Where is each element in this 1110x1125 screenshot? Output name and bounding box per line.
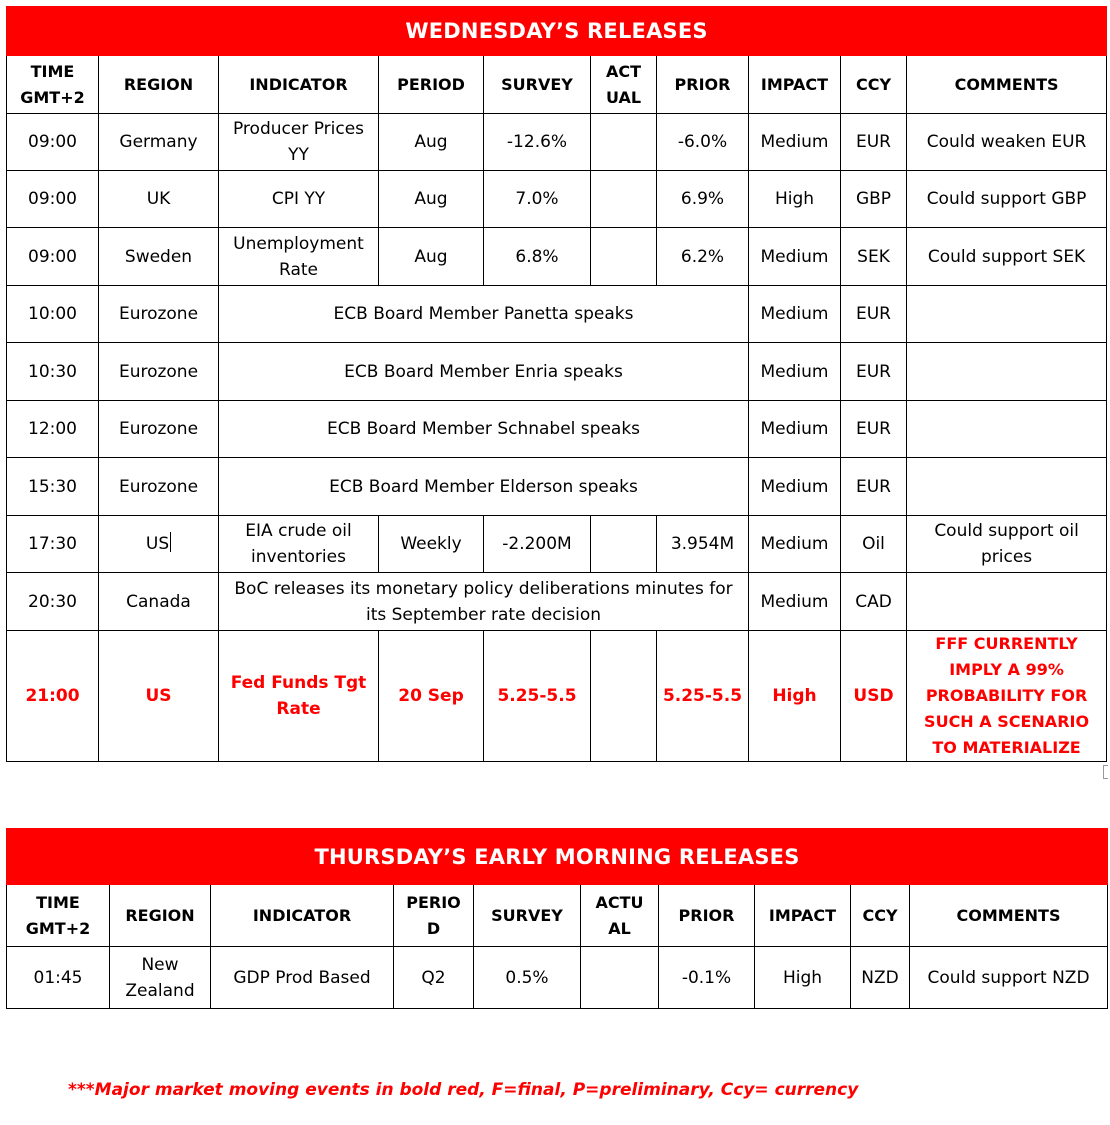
col-header-comments: COMMENTS [910, 885, 1108, 947]
prior-cell: -0.1% [659, 947, 755, 1009]
period-cell: Aug [379, 228, 484, 286]
wednesday-releases-table [6, 6, 1107, 762]
comments-cell: FFF CURRENTLY IMPLY A 99% PROBABILITY FOR SUCH A SCENARIO TO MATERIALIZE [907, 631, 1107, 762]
region-text: US [145, 534, 170, 554]
ccy-cell: EUR [841, 401, 907, 458]
ccy-cell: EUR [841, 458, 907, 516]
event-cell: ECB Board Member Schnabel speaks [219, 401, 749, 458]
impact-cell: Medium [749, 114, 841, 171]
region-cell: Eurozone [99, 343, 219, 401]
time-cell: 17:30 [7, 516, 99, 573]
survey-cell: -2.200M [484, 516, 591, 573]
thursday-releases-table [6, 828, 1108, 1009]
time-cell: 10:30 [7, 343, 99, 401]
impact-cell: High [749, 631, 841, 762]
indicator-cell: EIA crude oil inventories [219, 516, 379, 573]
impact-cell: Medium [749, 573, 841, 631]
comments-cell [907, 401, 1107, 458]
period-cell: 20 Sep [379, 631, 484, 762]
wednesday-title: WEDNESDAY’S RELEASES [7, 7, 1107, 56]
ccy-cell: Oil [841, 516, 907, 573]
period-cell: Aug [379, 114, 484, 171]
time-cell: 01:45 [7, 947, 110, 1009]
ccy-cell: USD [841, 631, 907, 762]
col-header-time: TIME GMT+2 [7, 56, 99, 114]
time-cell: 09:00 [7, 171, 99, 228]
header-row [7, 885, 1108, 947]
col-header-impact: IMPACT [755, 885, 851, 947]
col-header-prior: PRIOR [657, 56, 749, 114]
actual-cell [591, 114, 657, 171]
ccy-cell: EUR [841, 286, 907, 343]
ccy-cell: GBP [841, 171, 907, 228]
survey-cell: -12.6% [484, 114, 591, 171]
impact-cell: Medium [749, 401, 841, 458]
impact-cell: Medium [749, 343, 841, 401]
region-cell: Germany [99, 114, 219, 171]
actual-cell [591, 631, 657, 762]
actual-cell [591, 516, 657, 573]
col-header-comments: COMMENTS [907, 56, 1107, 114]
region-cell: Eurozone [99, 458, 219, 516]
region-cell: Eurozone [99, 401, 219, 458]
table-row [7, 343, 1107, 401]
page-edge-marker [1103, 765, 1108, 779]
prior-cell: -6.0% [657, 114, 749, 171]
prior-cell: 5.25-5.5 [657, 631, 749, 762]
time-cell: 12:00 [7, 401, 99, 458]
col-header-prior: PRIOR [659, 885, 755, 947]
time-cell: 10:00 [7, 286, 99, 343]
col-header-impact: IMPACT [749, 56, 841, 114]
time-cell: 21:00 [7, 631, 99, 762]
col-header-region: REGION [99, 56, 219, 114]
table-row [7, 171, 1107, 228]
ccy-cell: SEK [841, 228, 907, 286]
table-row [7, 458, 1107, 516]
impact-cell: Medium [749, 228, 841, 286]
comments-cell [907, 573, 1107, 631]
indicator-cell: Unemployment Rate [219, 228, 379, 286]
thursday-releases-section [6, 828, 1108, 1009]
comments-cell: Could weaken EUR [907, 114, 1107, 171]
comments-cell [907, 343, 1107, 401]
survey-cell: 7.0% [484, 171, 591, 228]
indicator-cell: CPI YY [219, 171, 379, 228]
prior-cell: 3.954M [657, 516, 749, 573]
text-cursor [170, 532, 171, 552]
region-cell: New Zealand [110, 947, 211, 1009]
region-cell: Eurozone [99, 286, 219, 343]
col-header-period: PERIOD [379, 56, 484, 114]
survey-cell: 6.8% [484, 228, 591, 286]
actual-cell [591, 171, 657, 228]
prior-cell: 6.2% [657, 228, 749, 286]
impact-cell: Medium [749, 286, 841, 343]
impact-cell: Medium [749, 458, 841, 516]
time-cell: 09:00 [7, 114, 99, 171]
table-row [7, 947, 1108, 1009]
region-cell[interactable] [99, 516, 219, 573]
period-cell: Weekly [379, 516, 484, 573]
ccy-cell: NZD [851, 947, 910, 1009]
header-row [7, 56, 1107, 114]
indicator-cell: Fed Funds Tgt Rate [219, 631, 379, 762]
table-row [7, 286, 1107, 343]
comments-cell: Could support GBP [907, 171, 1107, 228]
table-row-highlight [7, 631, 1107, 762]
ccy-cell: EUR [841, 114, 907, 171]
ccy-cell: EUR [841, 343, 907, 401]
comments-cell [907, 458, 1107, 516]
col-header-ccy: CCY [841, 56, 907, 114]
table-row [7, 114, 1107, 171]
event-cell: ECB Board Member Panetta speaks [219, 286, 749, 343]
event-cell: ECB Board Member Enria speaks [219, 343, 749, 401]
time-cell: 09:00 [7, 228, 99, 286]
indicator-cell: GDP Prod Based [211, 947, 394, 1009]
region-cell: Sweden [99, 228, 219, 286]
impact-cell: High [755, 947, 851, 1009]
col-header-indicator: INDICATOR [219, 56, 379, 114]
impact-cell: Medium [749, 516, 841, 573]
table-row [7, 516, 1107, 573]
region-cell: US [99, 631, 219, 762]
time-cell: 20:30 [7, 573, 99, 631]
col-header-ccy: CCY [851, 885, 910, 947]
col-header-region: REGION [110, 885, 211, 947]
actual-cell [581, 947, 659, 1009]
actual-cell [591, 228, 657, 286]
col-header-actual: ACT UAL [591, 56, 657, 114]
col-header-indicator: INDICATOR [211, 885, 394, 947]
comments-cell: Could support SEK [907, 228, 1107, 286]
survey-cell: 0.5% [474, 947, 581, 1009]
period-cell: Q2 [394, 947, 474, 1009]
impact-cell: High [749, 171, 841, 228]
event-cell: BoC releases its monetary policy deliberations minutes for its September rate decision [219, 573, 749, 631]
col-header-period: PERIO D [394, 885, 474, 947]
table-row [7, 573, 1107, 631]
col-header-actual: ACTU AL [581, 885, 659, 947]
period-cell: Aug [379, 171, 484, 228]
event-cell: ECB Board Member Elderson speaks [219, 458, 749, 516]
time-cell: 15:30 [7, 458, 99, 516]
ccy-cell: CAD [841, 573, 907, 631]
indicator-cell: Producer Prices YY [219, 114, 379, 171]
col-header-survey: SURVEY [474, 885, 581, 947]
col-header-time: TIME GMT+2 [7, 885, 110, 947]
footnote: ***Major market moving events in bold red, F=final, P=preliminary, Ccy= currency [68, 1080, 859, 1100]
thursday-title: THURSDAY’S EARLY MORNING RELEASES [7, 829, 1108, 885]
comments-cell [907, 286, 1107, 343]
col-header-survey: SURVEY [484, 56, 591, 114]
region-cell: UK [99, 171, 219, 228]
table-row [7, 228, 1107, 286]
table-row [7, 401, 1107, 458]
comments-cell: Could support oil prices [907, 516, 1107, 573]
survey-cell: 5.25-5.5 [484, 631, 591, 762]
prior-cell: 6.9% [657, 171, 749, 228]
comments-cell: Could support NZD [910, 947, 1108, 1009]
region-cell: Canada [99, 573, 219, 631]
wednesday-releases-section [6, 6, 1107, 762]
